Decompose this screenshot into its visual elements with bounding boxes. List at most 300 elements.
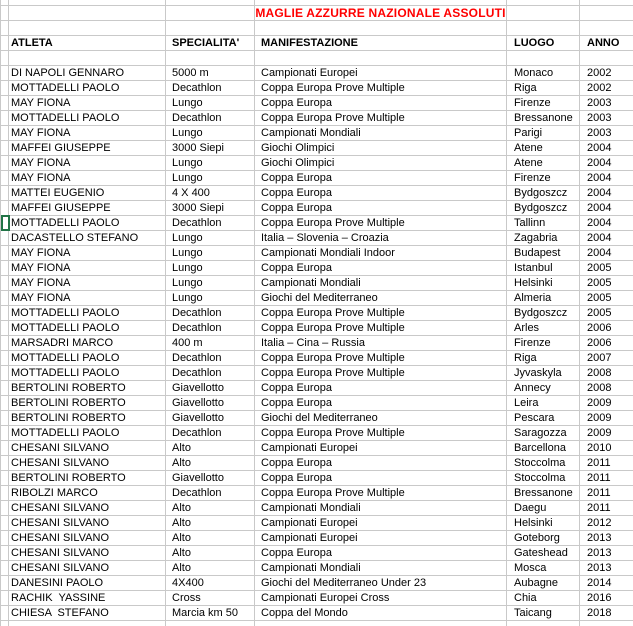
cell[interactable]: Alto: [166, 561, 255, 575]
cell[interactable]: [1, 576, 9, 590]
table-row: [1, 456, 633, 471]
cell[interactable]: 2009: [587, 427, 612, 439]
cell[interactable]: BERTOLINI ROBERTO: [9, 471, 166, 485]
cell[interactable]: 2014: [587, 577, 612, 589]
table-row: [1, 366, 633, 381]
cell[interactable]: DACASTELLO STEFANO: [9, 231, 166, 245]
cell[interactable]: 5000 m: [166, 66, 255, 80]
cell[interactable]: Bydgoszcz: [507, 186, 580, 200]
cell[interactable]: Giavellotto: [166, 471, 255, 485]
cell[interactable]: Giochi Olimpici: [255, 156, 507, 170]
cell[interactable]: Decathlon: [166, 486, 255, 500]
cell[interactable]: 2004: [587, 202, 612, 214]
cell[interactable]: Stoccolma: [507, 456, 580, 470]
cell[interactable]: Alto: [166, 516, 255, 530]
cell[interactable]: Aubagne: [507, 576, 580, 590]
table-row: [1, 546, 633, 561]
table-row: [1, 561, 633, 576]
cell[interactable]: Lungo: [166, 171, 255, 185]
cell[interactable]: Taicang: [507, 606, 580, 620]
cell[interactable]: Giochi del Mediterraneo: [255, 411, 507, 425]
column-header-specialita[interactable]: SPECIALITA': [166, 36, 255, 50]
cell[interactable]: [166, 6, 255, 20]
table-row: [1, 321, 633, 336]
cell[interactable]: 2011: [587, 472, 611, 484]
table-row: [1, 591, 633, 606]
table-row: [1, 306, 633, 321]
cell[interactable]: Lungo: [166, 291, 255, 305]
table-row: [1, 156, 633, 171]
table-row: [1, 186, 633, 201]
cell[interactable]: 2005: [587, 307, 612, 319]
cell[interactable]: [1, 216, 9, 230]
cell[interactable]: Lungo: [166, 96, 255, 110]
cell[interactable]: Atene: [507, 156, 580, 170]
cell[interactable]: Bressanone: [507, 111, 580, 125]
cell[interactable]: MOTTADELLI PAOLO: [9, 366, 166, 380]
cell[interactable]: Lungo: [166, 276, 255, 290]
cell[interactable]: Bressanone: [507, 486, 580, 500]
cell[interactable]: [507, 51, 580, 65]
cell[interactable]: Bydgoszcz: [507, 306, 580, 320]
cell[interactable]: Coppa Europa: [255, 96, 507, 110]
cell[interactable]: Firenze: [507, 171, 580, 185]
cell[interactable]: [255, 0, 507, 5]
cell[interactable]: Campionati Mondiali: [255, 561, 507, 575]
cell[interactable]: Decathlon: [166, 321, 255, 335]
cell[interactable]: 400 m: [166, 336, 255, 350]
cell[interactable]: Giavellotto: [166, 411, 255, 425]
cell[interactable]: Firenze: [507, 336, 580, 350]
cell[interactable]: [1, 321, 9, 335]
cell[interactable]: Campionati Mondiali Indoor: [255, 246, 507, 260]
cell[interactable]: [1, 426, 9, 440]
cell[interactable]: 2003: [587, 112, 612, 124]
cell[interactable]: [166, 621, 255, 626]
cell[interactable]: 2005: [587, 262, 612, 274]
cell[interactable]: [580, 6, 633, 20]
table-row: [1, 81, 633, 96]
cell[interactable]: Atene: [507, 141, 580, 155]
cell[interactable]: 2002: [587, 67, 612, 79]
cell[interactable]: MAY FIONA: [9, 246, 166, 260]
cell[interactable]: 2011: [587, 457, 611, 469]
cell[interactable]: Campionati Europei Cross: [255, 591, 507, 605]
cell[interactable]: Istanbul: [507, 261, 580, 275]
cell[interactable]: [1, 381, 9, 395]
cell[interactable]: 2003: [587, 97, 612, 109]
cell[interactable]: RIBOLZI MARCO: [9, 486, 166, 500]
cell[interactable]: 2003: [587, 127, 612, 139]
table-row: [1, 441, 633, 456]
cell[interactable]: Campionati Mondiali: [255, 126, 507, 140]
cell[interactable]: Chia: [507, 591, 580, 605]
cell[interactable]: [580, 21, 633, 35]
cell[interactable]: MATTEI EUGENIO: [9, 186, 166, 200]
cell[interactable]: Saragozza: [507, 426, 580, 440]
cell[interactable]: Helsinki: [507, 516, 580, 530]
cell[interactable]: [1, 336, 9, 350]
cell[interactable]: 2005: [587, 277, 612, 289]
cell[interactable]: Arles: [507, 321, 580, 335]
table-row: [1, 201, 633, 216]
cell[interactable]: Riga: [507, 351, 580, 365]
cell[interactable]: Giochi Olimpici: [255, 141, 507, 155]
cell[interactable]: 2004: [587, 172, 612, 184]
empty-row: [1, 51, 633, 66]
cell[interactable]: 4X400: [166, 576, 255, 590]
cell[interactable]: Coppa Europa: [255, 471, 507, 485]
cell[interactable]: [1, 351, 9, 365]
cell[interactable]: [507, 621, 580, 626]
cell[interactable]: [507, 0, 580, 5]
cell[interactable]: [1, 111, 9, 125]
cell[interactable]: Coppa Europa Prove Multiple: [255, 486, 507, 500]
cell[interactable]: CHESANI SILVANO: [9, 546, 166, 560]
cell[interactable]: Cross: [166, 591, 255, 605]
cell[interactable]: Leira: [507, 396, 580, 410]
cell[interactable]: [9, 6, 166, 20]
cell[interactable]: Coppa Europa Prove Multiple: [255, 111, 507, 125]
table-row: [1, 351, 633, 366]
cell[interactable]: [255, 51, 507, 65]
cell[interactable]: Stoccolma: [507, 471, 580, 485]
column-header-luogo[interactable]: LUOGO: [507, 36, 580, 50]
cell[interactable]: [1, 591, 9, 605]
cell[interactable]: 2010: [587, 442, 612, 454]
cell[interactable]: Coppa Europa: [255, 201, 507, 215]
cell[interactable]: Giavellotto: [166, 381, 255, 395]
cell[interactable]: Marcia km 50: [166, 606, 255, 620]
cell[interactable]: [1, 96, 9, 110]
table-row: [1, 486, 633, 501]
cell[interactable]: Lungo: [166, 261, 255, 275]
cell[interactable]: CHIESA STEFANO: [9, 606, 166, 620]
cell[interactable]: 2011: [587, 487, 611, 499]
cell[interactable]: [1, 411, 9, 425]
cell[interactable]: Decathlon: [166, 351, 255, 365]
cell[interactable]: 3000 Siepi: [166, 141, 255, 155]
cell[interactable]: 2005: [587, 292, 612, 304]
column-header-atleta[interactable]: ATLETA: [9, 36, 166, 50]
cell[interactable]: 2004: [587, 232, 612, 244]
cell[interactable]: 2008: [587, 382, 612, 394]
table-row: [1, 576, 633, 591]
cell[interactable]: [9, 51, 166, 65]
cell[interactable]: [255, 21, 507, 35]
cell[interactable]: [1, 51, 9, 65]
cell[interactable]: [580, 0, 633, 5]
table-row: [1, 141, 633, 156]
cell[interactable]: Tallinn: [507, 216, 580, 230]
cell[interactable]: [1, 186, 9, 200]
table-row: [1, 396, 633, 411]
table-row: [1, 501, 633, 516]
cell[interactable]: [1, 36, 9, 50]
cell[interactable]: 3000 Siepi: [166, 201, 255, 215]
cell[interactable]: MOTTADELLI PAOLO: [9, 306, 166, 320]
cell[interactable]: Campionati Europei: [255, 531, 507, 545]
cell[interactable]: Gateshead: [507, 546, 580, 560]
rows-container: [1, 66, 633, 621]
cell[interactable]: Alto: [166, 546, 255, 560]
cell[interactable]: Coppa Europa Prove Multiple: [255, 351, 507, 365]
cell[interactable]: 2007: [587, 352, 612, 364]
cell[interactable]: MAY FIONA: [9, 96, 166, 110]
cell[interactable]: [507, 21, 580, 35]
cell[interactable]: Decathlon: [166, 366, 255, 380]
cell[interactable]: [9, 0, 166, 5]
cell[interactable]: 2012: [587, 517, 612, 529]
cell[interactable]: Italia – Slovenia – Croazia: [255, 231, 507, 245]
cell[interactable]: Parigi: [507, 126, 580, 140]
cell[interactable]: [1, 231, 9, 245]
cell[interactable]: 2013: [587, 562, 612, 574]
cell[interactable]: [1, 606, 9, 620]
cell[interactable]: Coppa Europa: [255, 456, 507, 470]
column-header-anno[interactable]: ANNO: [587, 37, 620, 49]
cell[interactable]: [1, 396, 9, 410]
cell[interactable]: [1, 471, 9, 485]
cell[interactable]: [9, 21, 166, 35]
cell[interactable]: MOTTADELLI PAOLO: [9, 426, 166, 440]
title-row: [1, 6, 633, 21]
table-row: [1, 471, 633, 486]
cell[interactable]: Coppa Europa: [255, 396, 507, 410]
cell[interactable]: Campionati Europei: [255, 441, 507, 455]
cell[interactable]: MARSADRI MARCO: [9, 336, 166, 350]
cell[interactable]: [1, 501, 9, 515]
cell[interactable]: Helsinki: [507, 276, 580, 290]
table-row: [1, 336, 633, 351]
cell[interactable]: 2004: [587, 217, 612, 229]
partial-row-bottom: [1, 621, 633, 626]
cell[interactable]: Giavellotto: [166, 396, 255, 410]
cell[interactable]: [1, 141, 9, 155]
cell[interactable]: Alto: [166, 531, 255, 545]
cell[interactable]: 2002: [587, 82, 612, 94]
cell[interactable]: [1, 126, 9, 140]
table-row: [1, 216, 633, 231]
table-row: [1, 291, 633, 306]
table-row: [1, 66, 633, 81]
cell[interactable]: Campionati Mondiali: [255, 501, 507, 515]
cell[interactable]: Daegu: [507, 501, 580, 515]
cell[interactable]: [507, 6, 580, 20]
cell[interactable]: [580, 51, 633, 65]
cell[interactable]: Firenze: [507, 96, 580, 110]
cell[interactable]: Coppa Europa Prove Multiple: [255, 216, 507, 230]
cell[interactable]: 2006: [587, 337, 612, 349]
cell[interactable]: RACHIK YASSINE: [9, 591, 166, 605]
cell[interactable]: [1, 621, 9, 626]
cell[interactable]: Coppa Europa Prove Multiple: [255, 426, 507, 440]
cell[interactable]: 2006: [587, 322, 612, 334]
cell[interactable]: Almeria: [507, 291, 580, 305]
cell[interactable]: [1, 66, 9, 80]
cell[interactable]: [1, 366, 9, 380]
cell[interactable]: [1, 276, 9, 290]
cell[interactable]: [255, 621, 507, 626]
cell[interactable]: DANESINI PAOLO: [9, 576, 166, 590]
cell[interactable]: [1, 531, 9, 545]
cell[interactable]: [1, 546, 9, 560]
cell[interactable]: Coppa Europa Prove Multiple: [255, 321, 507, 335]
cell[interactable]: [1, 516, 9, 530]
cell[interactable]: MAY FIONA: [9, 126, 166, 140]
cell[interactable]: 2018: [587, 607, 612, 619]
cell[interactable]: Coppa Europa: [255, 171, 507, 185]
sheet-title[interactable]: MAGLIE AZZURRE NAZIONALE ASSOLUTI: [255, 6, 506, 20]
column-header-manifestazione[interactable]: MANIFESTAZIONE: [255, 36, 507, 50]
cell[interactable]: Giochi del Mediterraneo: [255, 291, 507, 305]
cell[interactable]: [1, 306, 9, 320]
cell[interactable]: Decathlon: [166, 111, 255, 125]
table-row: [1, 411, 633, 426]
cell[interactable]: 4 X 400: [166, 186, 255, 200]
cell[interactable]: MAY FIONA: [9, 171, 166, 185]
cell[interactable]: Coppa Europa: [255, 546, 507, 560]
cell[interactable]: Coppa Europa Prove Multiple: [255, 81, 507, 95]
table-row: [1, 381, 633, 396]
cell[interactable]: BERTOLINI ROBERTO: [9, 396, 166, 410]
cell[interactable]: MOTTADELLI PAOLO: [9, 111, 166, 125]
cell[interactable]: [1, 201, 9, 215]
cell[interactable]: 2009: [587, 412, 612, 424]
cell[interactable]: Campionati Europei: [255, 516, 507, 530]
cell[interactable]: Zagabria: [507, 231, 580, 245]
cell[interactable]: Lungo: [166, 156, 255, 170]
cell[interactable]: [1, 261, 9, 275]
cell[interactable]: [1, 171, 9, 185]
cell[interactable]: Campionati Mondiali: [255, 276, 507, 290]
cell[interactable]: Giochi del Mediterraneo Under 23: [255, 576, 507, 590]
cell[interactable]: [1, 6, 9, 20]
cell[interactable]: MAY FIONA: [9, 261, 166, 275]
cell[interactable]: 2004: [587, 247, 612, 259]
cell[interactable]: [1, 456, 9, 470]
cell[interactable]: [1, 0, 9, 5]
cell[interactable]: Coppa Europa: [255, 261, 507, 275]
cell[interactable]: MOTTADELLI PAOLO: [9, 351, 166, 365]
cell[interactable]: Decathlon: [166, 81, 255, 95]
table-row: [1, 516, 633, 531]
cell[interactable]: CHESANI SILVANO: [9, 441, 166, 455]
empty-row: [1, 21, 633, 36]
table-row: [1, 426, 633, 441]
cell[interactable]: [1, 156, 9, 170]
cell[interactable]: Lungo: [166, 246, 255, 260]
cell[interactable]: MOTTADELLI PAOLO: [9, 81, 166, 95]
cell[interactable]: Goteborg: [507, 531, 580, 545]
cell[interactable]: Coppa del Mondo: [255, 606, 507, 620]
table-row: [1, 246, 633, 261]
cell[interactable]: [166, 0, 255, 5]
cell[interactable]: MAFFEI GIUSEPPE: [9, 201, 166, 215]
cell[interactable]: [166, 21, 255, 35]
cell[interactable]: Italia – Cina – Russia: [255, 336, 507, 350]
cell[interactable]: Coppa Europa Prove Multiple: [255, 306, 507, 320]
cell[interactable]: 2009: [587, 397, 612, 409]
cell[interactable]: Jyvaskyla: [507, 366, 580, 380]
cell[interactable]: [1, 486, 9, 500]
cell[interactable]: MAY FIONA: [9, 156, 166, 170]
cell[interactable]: 2016: [587, 592, 612, 604]
cell[interactable]: 2004: [587, 187, 612, 199]
cell[interactable]: Alto: [166, 456, 255, 470]
cell[interactable]: BERTOLINI ROBERTO: [9, 381, 166, 395]
table-row: [1, 606, 633, 621]
cell[interactable]: Alto: [166, 501, 255, 515]
cell[interactable]: Decathlon: [166, 426, 255, 440]
cell[interactable]: Lungo: [166, 231, 255, 245]
cell[interactable]: Monaco: [507, 66, 580, 80]
cell[interactable]: Coppa Europa Prove Multiple: [255, 366, 507, 380]
table-row: [1, 531, 633, 546]
table-row: [1, 126, 633, 141]
cell[interactable]: 2011: [587, 502, 611, 514]
cell[interactable]: [1, 561, 9, 575]
cell[interactable]: CHESANI SILVANO: [9, 531, 166, 545]
cell[interactable]: [1, 246, 9, 260]
cell[interactable]: Pescara: [507, 411, 580, 425]
cell[interactable]: MOTTADELLI PAOLO: [9, 216, 166, 230]
cell[interactable]: Budapest: [507, 246, 580, 260]
cell[interactable]: Riga: [507, 81, 580, 95]
cell[interactable]: [580, 621, 633, 626]
cell[interactable]: [1, 81, 9, 95]
cell[interactable]: CHESANI SILVANO: [9, 516, 166, 530]
cell[interactable]: Mosca: [507, 561, 580, 575]
cell[interactable]: [1, 441, 9, 455]
cell[interactable]: [166, 51, 255, 65]
cell[interactable]: [9, 621, 166, 626]
cell[interactable]: CHESANI SILVANO: [9, 561, 166, 575]
cell[interactable]: Campionati Europei: [255, 66, 507, 80]
table-row: [1, 261, 633, 276]
cell[interactable]: 2004: [587, 142, 612, 154]
cell[interactable]: MAFFEI GIUSEPPE: [9, 141, 166, 155]
header-row: [1, 36, 633, 51]
cell[interactable]: MAY FIONA: [9, 291, 166, 305]
cell[interactable]: Alto: [166, 441, 255, 455]
cell[interactable]: Lungo: [166, 126, 255, 140]
table-row: [1, 171, 633, 186]
cell[interactable]: DI NAPOLI GENNARO: [9, 66, 166, 80]
cell[interactable]: [1, 21, 9, 35]
table-row: [1, 231, 633, 246]
cell[interactable]: [1, 291, 9, 305]
cell[interactable]: BERTOLINI ROBERTO: [9, 411, 166, 425]
cell[interactable]: CHESANI SILVANO: [9, 501, 166, 515]
table-row: [1, 96, 633, 111]
table-row: [1, 111, 633, 126]
cell[interactable]: 2008: [587, 367, 612, 379]
cell[interactable]: Annecy: [507, 381, 580, 395]
cell[interactable]: 2013: [587, 547, 612, 559]
cell[interactable]: Decathlon: [166, 216, 255, 230]
cell[interactable]: Bydgoszcz: [507, 201, 580, 215]
cell[interactable]: Coppa Europa: [255, 381, 507, 395]
cell[interactable]: MOTTADELLI PAOLO: [9, 321, 166, 335]
cell[interactable]: MAY FIONA: [9, 276, 166, 290]
cell[interactable]: Barcellona: [507, 441, 580, 455]
cell[interactable]: Coppa Europa: [255, 186, 507, 200]
cell[interactable]: Decathlon: [166, 306, 255, 320]
cell[interactable]: 2013: [587, 532, 612, 544]
cell[interactable]: CHESANI SILVANO: [9, 456, 166, 470]
cell[interactable]: 2004: [587, 157, 612, 169]
